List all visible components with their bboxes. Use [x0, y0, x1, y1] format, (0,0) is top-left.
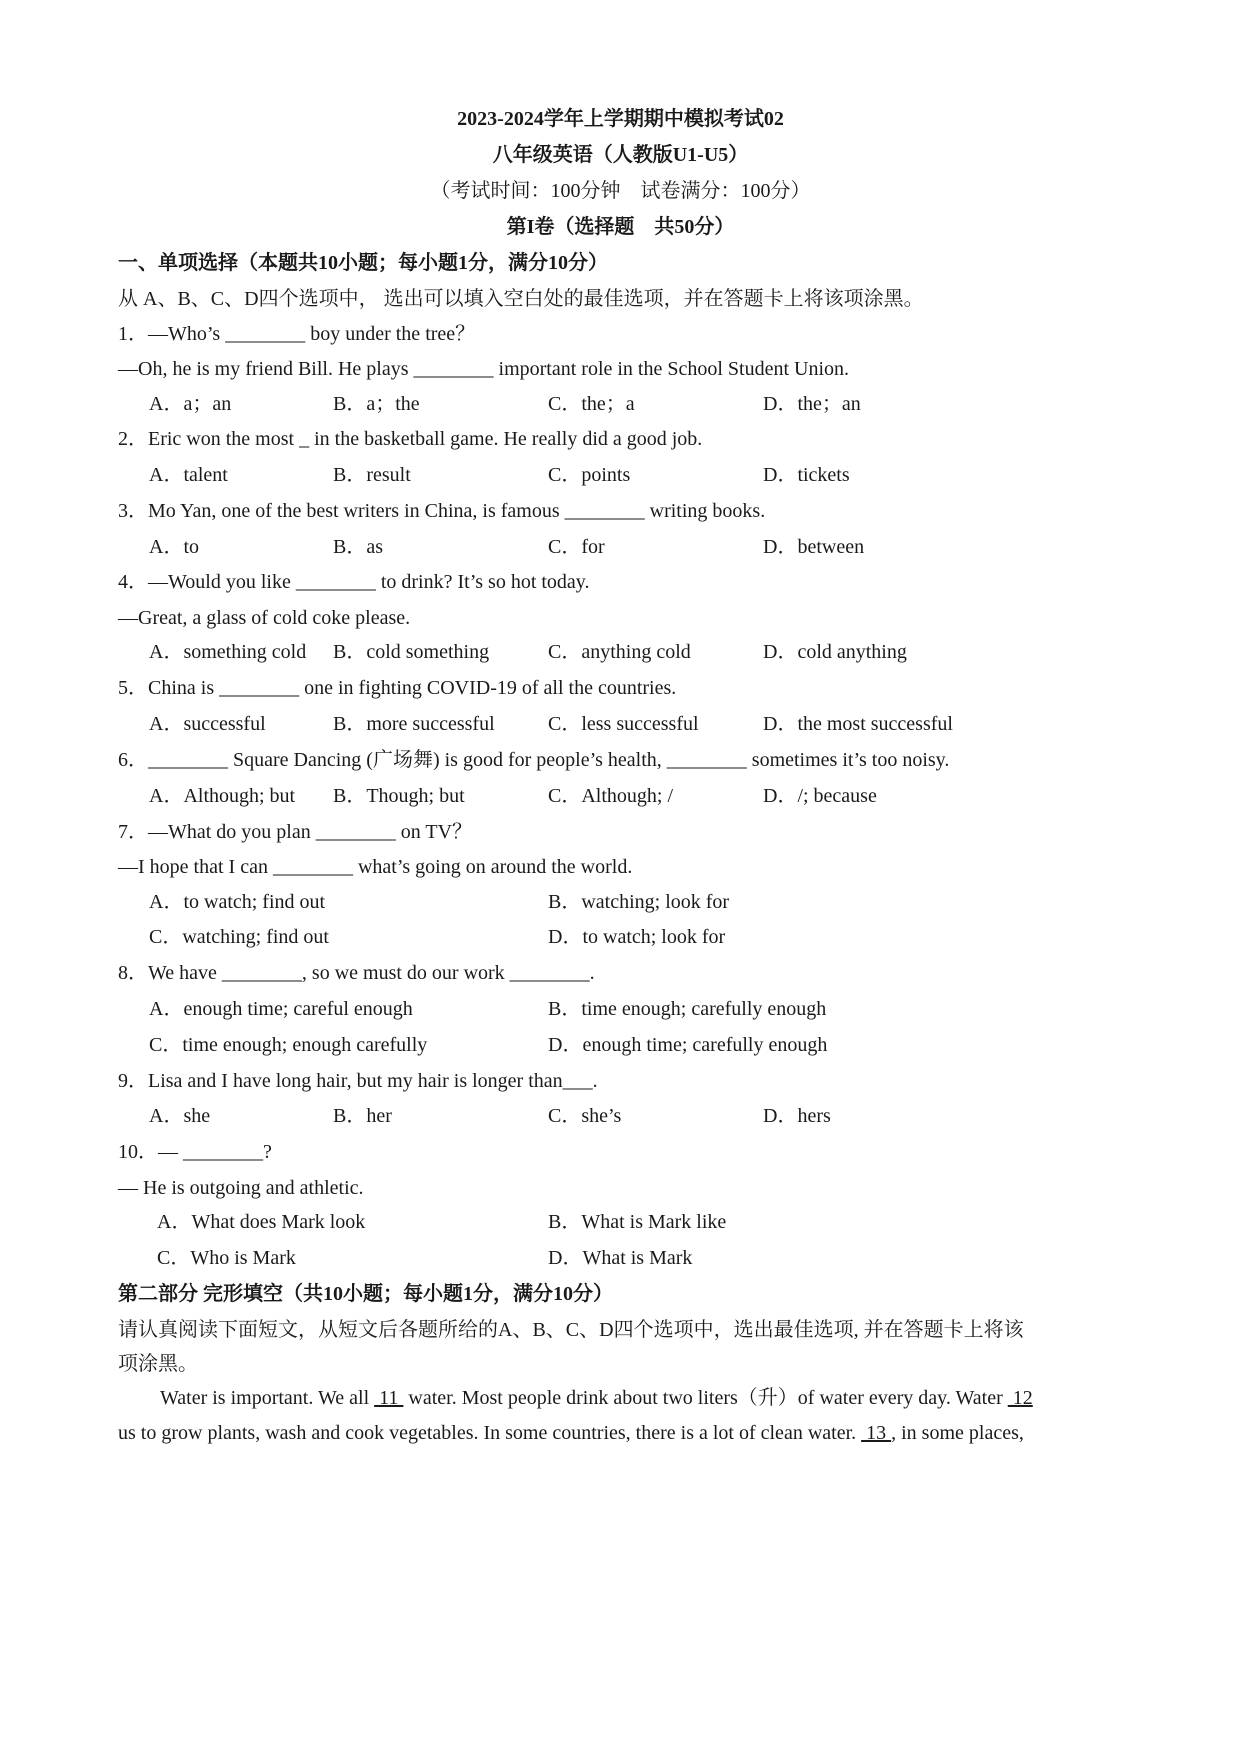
q9-option-b: B．her: [333, 1105, 392, 1127]
q7-line2: —I hope that I can ________ what’s going on around the world.: [118, 856, 633, 878]
q5-option-b: B．more successful: [333, 713, 495, 735]
q4-line1: 4．—Would you like ________ to drink? It’s so hot today.: [118, 571, 590, 593]
blank-11: 11: [374, 1387, 404, 1409]
passage-text: , in some places,: [891, 1422, 1024, 1444]
q2-option-d: D．tickets: [763, 464, 850, 486]
q10-line1: 10．— ________?: [118, 1141, 272, 1163]
passage-line2: [118, 1419, 1024, 1447]
q9-option-c: C．she’s: [548, 1105, 622, 1127]
q8-line1: 8．We have ________, so we must do our work ________.: [118, 962, 595, 984]
q1-option-c: C．the；a: [548, 393, 635, 415]
blank-12: 12: [1007, 1387, 1033, 1409]
q5-option-a: A．successful: [149, 713, 266, 735]
passage-text: Water is important. We all: [160, 1387, 375, 1409]
q8-option-b: B．time enough; carefully enough: [548, 998, 827, 1020]
q1-option-a: A．a；an: [149, 393, 232, 415]
q7-option-c: C．watching; find out: [149, 926, 329, 948]
q10-line2: — He is outgoing and athletic.: [118, 1177, 364, 1199]
section1-instruction: 从 A、B、C、D四个选项中， 选出可以填入空白处的最佳选项，并在答题卡上将该项涂黑。: [118, 288, 924, 310]
blank-13: 13: [861, 1422, 892, 1444]
q2-option-c: C．points: [548, 464, 631, 486]
passage-text: us to grow plants, wash and cook vegetables. In some countries, there is a lot of clean water.: [118, 1422, 862, 1444]
q8-option-a: A．enough time; careful enough: [149, 998, 413, 1020]
q6-line1: 6．________ Square Dancing (广场舞) is good for people’s health, ________ sometimes it’s too noisy.: [118, 749, 950, 771]
q7-line1: 7．—What do you plan ________ on TV？: [118, 821, 473, 843]
q5-option-c: C．less successful: [548, 713, 699, 735]
q1-line2: —Oh, he is my friend Bill. He plays ________ important role in the School Student Union.: [118, 358, 850, 380]
q3-line1: 3．Mo Yan, one of the best writers in China, is famous ________ writing books.: [118, 500, 766, 522]
q6-option-c: C．Although; /: [548, 785, 674, 807]
q6-option-b: B．Though; but: [333, 785, 465, 807]
q4-option-b: B．cold something: [333, 641, 490, 663]
passage-line1: [160, 1384, 1033, 1412]
q9-option-d: D．hers: [763, 1105, 831, 1127]
q4-option-d: D．cold anything: [763, 641, 907, 663]
q3-option-b: B．as: [333, 536, 383, 558]
q7-option-a: A．to watch; find out: [149, 891, 326, 913]
q4-option-c: C．anything cold: [548, 641, 691, 663]
q7-option-d: D．to watch; look for: [548, 926, 726, 948]
q2-line1: 2．Eric won the most _ in the basketball game. He really did a good job.: [118, 428, 703, 450]
q1-option-d: D．the；an: [763, 393, 861, 415]
volume-heading: 第I卷（选择题 共50分）: [506, 216, 735, 238]
section2-heading: 第二部分 完形填空（共10小题；每小题1分，满分10分）: [118, 1283, 613, 1305]
exam-info: （考试时间：100分钟 试卷满分：100分）: [430, 180, 811, 202]
q4-line2: —Great, a glass of cold coke please.: [118, 607, 411, 629]
q1-option-b: B．a；the: [333, 393, 420, 415]
q7-option-b: B．watching; look for: [548, 891, 730, 913]
section2-instruction-line2: 项涂黑。: [118, 1353, 198, 1375]
q10-option-b: B．What is Mark like: [548, 1211, 727, 1233]
q6-option-a: A．Although; but: [149, 785, 296, 807]
q9-option-a: A．she: [149, 1105, 211, 1127]
passage-text: water. Most people drink about two liters（升）of water every day. Water: [403, 1387, 1008, 1409]
q9-line1: 9．Lisa and I have long hair, but my hair is longer than___.: [118, 1070, 598, 1092]
section2-instruction-line1: 请认真阅读下面短文，从短文后各题所给的A、B、C、D四个选项中，选出最佳选项, 并在答题卡上将该: [118, 1319, 1024, 1341]
q3-option-d: D．between: [763, 536, 865, 558]
q10-option-a: A．What does Mark look: [157, 1211, 366, 1233]
q10-option-c: C．Who is Mark: [157, 1247, 296, 1269]
q10-option-d: D．What is Mark: [548, 1247, 693, 1269]
exam-title: 2023-2024学年上学期期中模拟考试02: [457, 108, 784, 130]
q3-option-a: A．to: [149, 536, 199, 558]
q2-option-a: A．talent: [149, 464, 228, 486]
q5-option-d: D．the most successful: [763, 713, 953, 735]
q4-option-a: A．something cold: [149, 641, 307, 663]
q1-line1: 1．—Who’s ________ boy under the tree？: [118, 323, 476, 345]
q8-option-c: C．time enough; enough carefully: [149, 1034, 428, 1056]
q3-option-c: C．for: [548, 536, 605, 558]
q5-line1: 5．China is ________ one in fighting COVID-19 of all the countries.: [118, 677, 677, 699]
q2-option-b: B．result: [333, 464, 411, 486]
section1-heading: 一、单项选择（本题共10小题；每小题1分，满分10分）: [118, 252, 608, 274]
q6-option-d: D．/; because: [763, 785, 877, 807]
q8-option-d: D．enough time; carefully enough: [548, 1034, 828, 1056]
exam-subtitle: 八年级英语（人教版U1-U5）: [492, 144, 749, 166]
